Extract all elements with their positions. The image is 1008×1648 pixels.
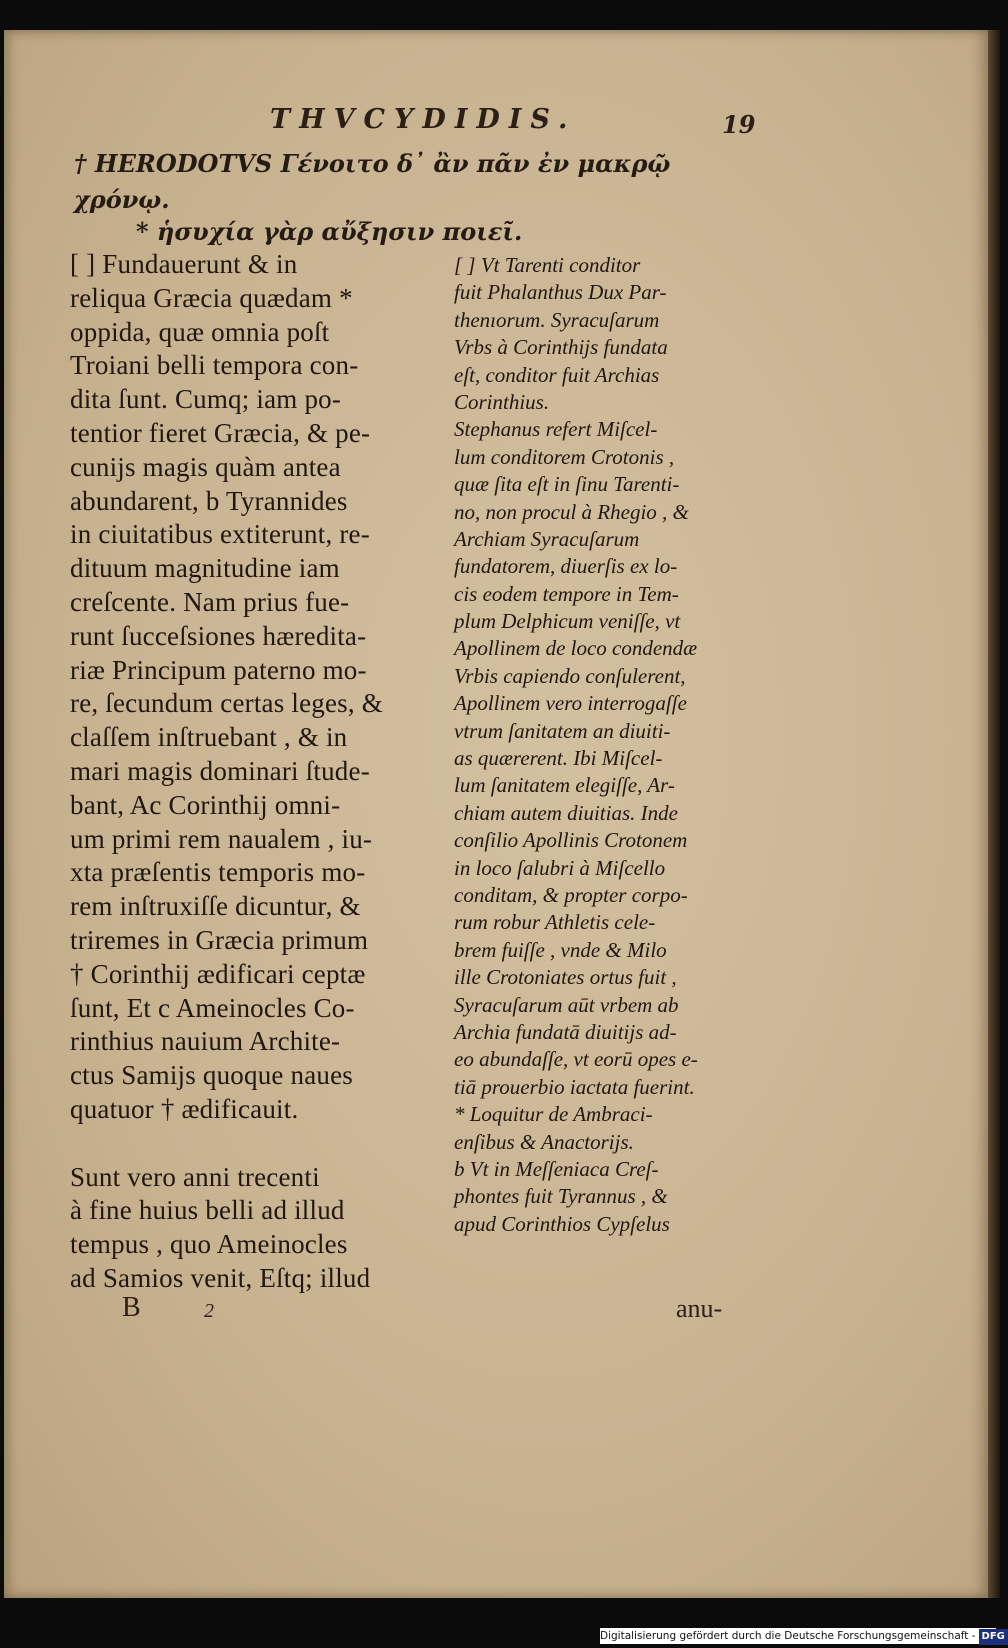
text-line: eſt, conditor fuit Archias [454, 362, 660, 387]
text-line: conſilio Apollinis Crotonem [454, 828, 688, 853]
commentary-column [454, 252, 754, 1238]
text-line: vtrum ſanitatem an diuiti- [454, 718, 671, 743]
text-line: dituum magnitudine iam [70, 553, 340, 584]
text-line: Stephanus refert Miſcel- [454, 417, 658, 442]
page-number: 19 [722, 110, 756, 139]
text-line: Archiam Syracuſarum [454, 526, 640, 551]
catchword: anu- [676, 1294, 723, 1323]
text-line: creſcente. Nam prius fue- [70, 586, 350, 617]
text-line: lum ſanitatem elegiſſe, Ar- [454, 773, 675, 798]
text-line: Corinthius. [454, 389, 550, 414]
text-line: * Loquitur de Ambraci- [454, 1102, 653, 1127]
page-edge [988, 30, 1000, 1598]
text-line: reliqua Græcia quædam * [70, 282, 353, 313]
text-line: phontes fuit Tyrannus , & [454, 1184, 668, 1209]
text-line: mari magis dominari ſtude- [70, 755, 370, 786]
text-line: b Vt in Meſſeniaca Creſ- [454, 1156, 659, 1181]
text-line: cunijs magis quàm antea [70, 451, 341, 482]
text-line: Syracuſarum aūt vrbem ab [454, 992, 679, 1017]
text-line: fuit Phalanthus Dux Par- [454, 280, 667, 305]
text-line: ille Crotoniates ortus fuit , [454, 965, 677, 990]
text-line: Troiani belli tempora con- [70, 350, 359, 381]
text-line: plum Delphicum veniſſe, vt [454, 609, 681, 634]
footer-text: Digitalisierung gefördert durch die Deutsche Forschungsgemeinschaft - [600, 1630, 976, 1642]
text-line: Archia fundatā diuitijs ad- [454, 1019, 677, 1044]
text-line: as quærerent. Ibi Miſcel- [454, 746, 663, 771]
text-line: runt ſucceſsiones hæredita- [70, 620, 367, 651]
text-line: brem fuiſſe , vnde & Milo [454, 937, 667, 962]
text-line: quatuor † ædificauit. [70, 1093, 299, 1124]
text-line: bant, Ac Corinthij omni- [70, 789, 341, 820]
text-line: tiā prouerbio iactata fuerint. [454, 1074, 695, 1099]
text-line: in loco ſalubri à Miſcello [454, 855, 666, 880]
text-line: lum conditorem Crotonis , [454, 444, 675, 469]
text-line: [ ] Fundauerunt & in [70, 249, 298, 279]
text-line: oppida, quæ omnia poſt [70, 316, 330, 347]
text-line: Apollinem vero interrogaſſe [454, 691, 687, 716]
text-line: Sunt vero anni trecenti [70, 1161, 320, 1192]
text-line: triremes in Græcia primum [70, 924, 369, 955]
text-line: conditam, & propter corpo- [454, 882, 688, 907]
text-line: † Corinthij ædificari ceptæ [70, 958, 366, 989]
digitization-footer [600, 1628, 1005, 1644]
signature-number: 2 [204, 1300, 214, 1322]
text-line: claſſem inſtruebant , & in [70, 722, 348, 753]
text-line: in ciuitatibus extiterunt, re- [70, 519, 370, 550]
text-line: enſibus & Anactorijs. [454, 1129, 634, 1154]
text-line: ſunt, Et c Ameinocles Co- [70, 992, 355, 1023]
text-line: thenıorum. Syracuſarum [454, 307, 660, 332]
text-line: eo abundaſſe, vt eorū opes e- [454, 1047, 698, 1072]
marginal-note-greek: * ἡσυχία γὰρ αὔξησιν ποιεῖ. [136, 217, 523, 246]
text-line: apud Corinthios Cypſelus [454, 1211, 670, 1236]
text-line: à fine huius belli ad illud [70, 1195, 345, 1226]
text-line: ctus Samijs quoque naues [70, 1060, 354, 1091]
text-line: rem inſtruxiſſe dicuntur, & [70, 891, 361, 922]
text-line: xta præſentis temporis mo- [70, 857, 366, 888]
text-line: cis eodem tempore in Tem- [454, 581, 679, 606]
text-line: Vrbis capiendo conſulerent, [454, 663, 686, 688]
text-line: abundarent, b Tyrannides [70, 485, 348, 516]
marginal-note-herodotus: † HERODOTVS Γένοιτο δ᾽ ἂν πᾶν ἐν μακρῷ χρόνῳ. [74, 149, 671, 214]
dfg-logo: DFG [979, 1629, 1008, 1645]
text-line: no, non procul à Rhegio , & [454, 499, 689, 524]
text-line: chiam autem diuitias. Inde [454, 800, 678, 825]
text-line: tempus , quo Ameinocles [70, 1229, 348, 1260]
text-line [70, 1127, 440, 1161]
signature-mark: B [122, 1292, 141, 1323]
text-line: fundatorem, diuerſis ex lo- [454, 554, 678, 579]
text-line: re, ſecundum certas leges, & [70, 688, 383, 719]
running-head: THVCYDIDIS. [270, 104, 577, 135]
text-line: Apollinem de loco condendæ [454, 636, 698, 661]
text-line: quæ ſita eſt in ſinu Tarenti- [454, 472, 680, 497]
main-text-column [70, 248, 440, 1296]
text-line: ad Samios venit, Eſtq; illud [70, 1262, 371, 1293]
text-line: [ ] Vt Tarenti conditor [454, 253, 641, 277]
text-line: tentior fieret Græcia, & pe- [70, 417, 371, 448]
text-line: rinthius nauium Archite- [70, 1026, 341, 1057]
text-line: Vrbs à Corinthijs fundata [454, 335, 668, 360]
text-line: um primi rem naualem , iu- [70, 823, 373, 854]
text-line: riæ Principum paterno mo- [70, 654, 367, 685]
text-line: rum robur Athletis cele- [454, 910, 656, 935]
text-line: dita ſunt. Cumq; iam po- [70, 384, 342, 415]
